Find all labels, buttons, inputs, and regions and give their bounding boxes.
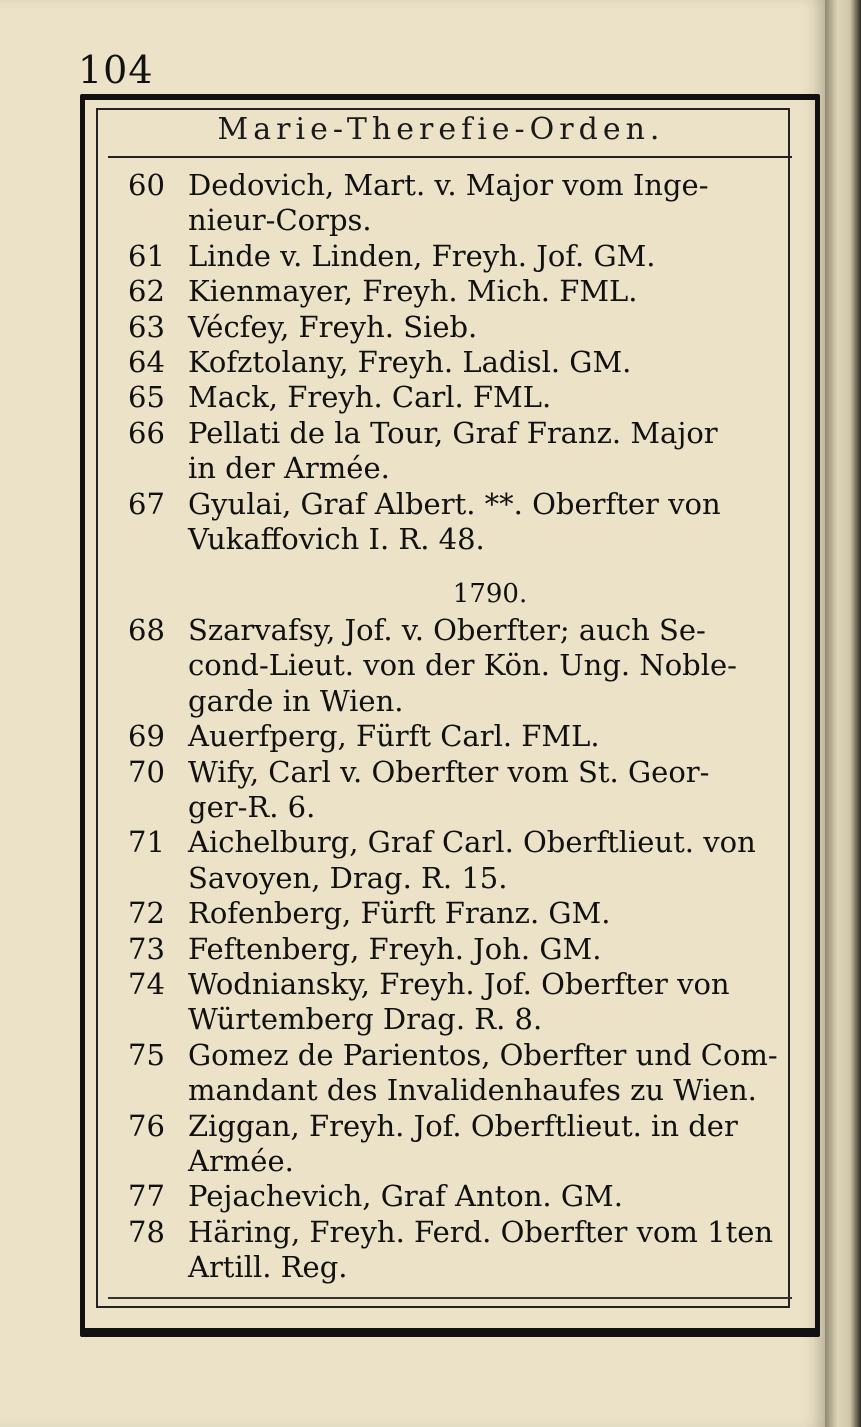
entry-line: Aichelburg, Graf Carl. Oberftlieut. von: [188, 825, 756, 860]
entry-line: Gomez de Parientos, Oberfter und Com-: [188, 1037, 778, 1072]
list-item: [128, 613, 792, 719]
entry-number: 76: [128, 1108, 165, 1143]
entry-line: Kienmayer, Freyh. Mich. FML.: [188, 274, 638, 309]
entry-number: 70: [128, 754, 165, 789]
list-item: [128, 487, 792, 558]
list-item: [128, 825, 792, 896]
entry-line: Mack, Freyh. Carl. FML.: [188, 380, 552, 415]
entry-text: [188, 1109, 792, 1180]
entry-number: 73: [128, 931, 165, 966]
entry-text: [188, 239, 792, 274]
entry-text: [188, 896, 792, 931]
list-item: [128, 345, 792, 380]
list-item: [128, 416, 792, 487]
entries-before-year: [128, 168, 792, 557]
entry-line: Gyulai, Graf Albert. **. Oberfter von: [188, 486, 721, 521]
entry-number: 68: [128, 612, 165, 647]
list-item: [128, 1179, 792, 1214]
year-heading: 1790.: [452, 579, 528, 610]
entry-line: Vukaffovich I. R. 48.: [188, 522, 485, 557]
page-header-title: Marie-Therefie-Orden.: [217, 112, 665, 147]
entry-line: Feftenberg, Freyh. Joh. GM.: [188, 931, 602, 966]
entry-text: [188, 310, 792, 345]
entry-line: Dedovich, Mart. v. Major vom Inge-: [188, 168, 709, 202]
entry-number: 60: [128, 168, 165, 202]
entry-line: Linde v. Linden, Freyh. Jof. GM.: [188, 238, 656, 273]
entry-text: [188, 825, 792, 896]
list-item: [128, 1109, 792, 1180]
list-item: [128, 239, 792, 274]
entry-number: 65: [128, 380, 165, 415]
entry-line: garde in Wien.: [188, 683, 404, 718]
entry-line: Pejachevich, Graf Anton. GM.: [188, 1179, 623, 1214]
entry-line: Savoyen, Drag. R. 15.: [188, 860, 508, 895]
list-item: [128, 310, 792, 345]
entry-text: [188, 967, 792, 1038]
entry-text: [188, 380, 792, 415]
entry-text: [188, 1179, 792, 1214]
entry-line: Häring, Freyh. Ferd. Oberfter vom 1ten: [188, 1214, 774, 1249]
entry-text: [188, 719, 792, 754]
entry-line: Vécfey, Freyh. Sieb.: [188, 309, 478, 344]
list-item: [128, 719, 792, 754]
entry-text: [188, 613, 792, 719]
entry-number: 61: [128, 238, 165, 273]
entry-number: 72: [128, 896, 165, 931]
entry-number: 78: [128, 1214, 165, 1249]
entry-number: 64: [128, 345, 165, 380]
entry-text: [188, 345, 792, 380]
page-number: 104: [78, 48, 154, 92]
entry-text: [188, 168, 792, 239]
entry-text: [188, 932, 792, 967]
entry-number: 74: [128, 966, 165, 1001]
entry-line: Ziggan, Freyh. Jof. Oberftlieut. in der: [188, 1108, 738, 1143]
list-item: [128, 274, 792, 309]
entry-number: 71: [128, 825, 165, 860]
entry-line: Pellati de la Tour, Graf Franz. Major: [188, 415, 718, 450]
entry-line: mandant des Invalidenhaufes zu Wien.: [188, 1073, 757, 1108]
entry-text: [188, 755, 792, 826]
list-item: [128, 967, 792, 1038]
entry-line: Szarvafsy, Jof. v. Oberfter; auch Se-: [188, 612, 706, 647]
entry-list: [128, 168, 792, 1286]
entry-number: 62: [128, 274, 165, 309]
entry-number: 69: [128, 719, 165, 754]
entry-line: Artill. Reg.: [188, 1250, 348, 1285]
entries-after-year: [128, 613, 792, 1286]
entry-line: Kofztolany, Freyh. Ladisl. GM.: [188, 345, 632, 380]
entry-line: Rofenberg, Fürft Franz. GM.: [188, 896, 611, 931]
entry-line: Wodniansky, Freyh. Jof. Oberfter von: [188, 966, 730, 1001]
list-item: [128, 380, 792, 415]
entry-text: [188, 274, 792, 309]
entry-line: nieur-Corps.: [188, 203, 372, 238]
entry-line: Wify, Carl v. Oberfter vom St. Geor-: [188, 754, 710, 789]
entry-text: [188, 487, 792, 558]
page-edge: [825, 0, 861, 1427]
entry-number: 75: [128, 1037, 165, 1072]
entry-text: [188, 416, 792, 487]
list-item: [128, 1215, 792, 1286]
entry-line: cond-Lieut. von der Kön. Ung. Noble-: [188, 648, 737, 683]
list-item: [128, 932, 792, 967]
list-item: [128, 896, 792, 931]
entry-text: [188, 1215, 792, 1286]
entry-line: Auerfperg, Fürft Carl. FML.: [188, 719, 600, 754]
entry-line: Armée.: [188, 1143, 294, 1178]
list-item: [128, 755, 792, 826]
list-item: [128, 1038, 792, 1109]
bottom-rule: [108, 1297, 792, 1299]
entry-line: ger-R. 6.: [188, 789, 316, 824]
entry-number: 77: [128, 1179, 165, 1214]
list-item: [128, 168, 792, 239]
entry-number: 63: [128, 309, 165, 344]
entry-number: 66: [128, 415, 165, 450]
entry-number: 67: [128, 486, 165, 521]
entry-line: in der Armée.: [188, 451, 390, 486]
entry-line: Würtemberg Drag. R. 8.: [188, 1002, 543, 1037]
header-rule: [108, 156, 792, 158]
entry-text: [188, 1038, 792, 1109]
